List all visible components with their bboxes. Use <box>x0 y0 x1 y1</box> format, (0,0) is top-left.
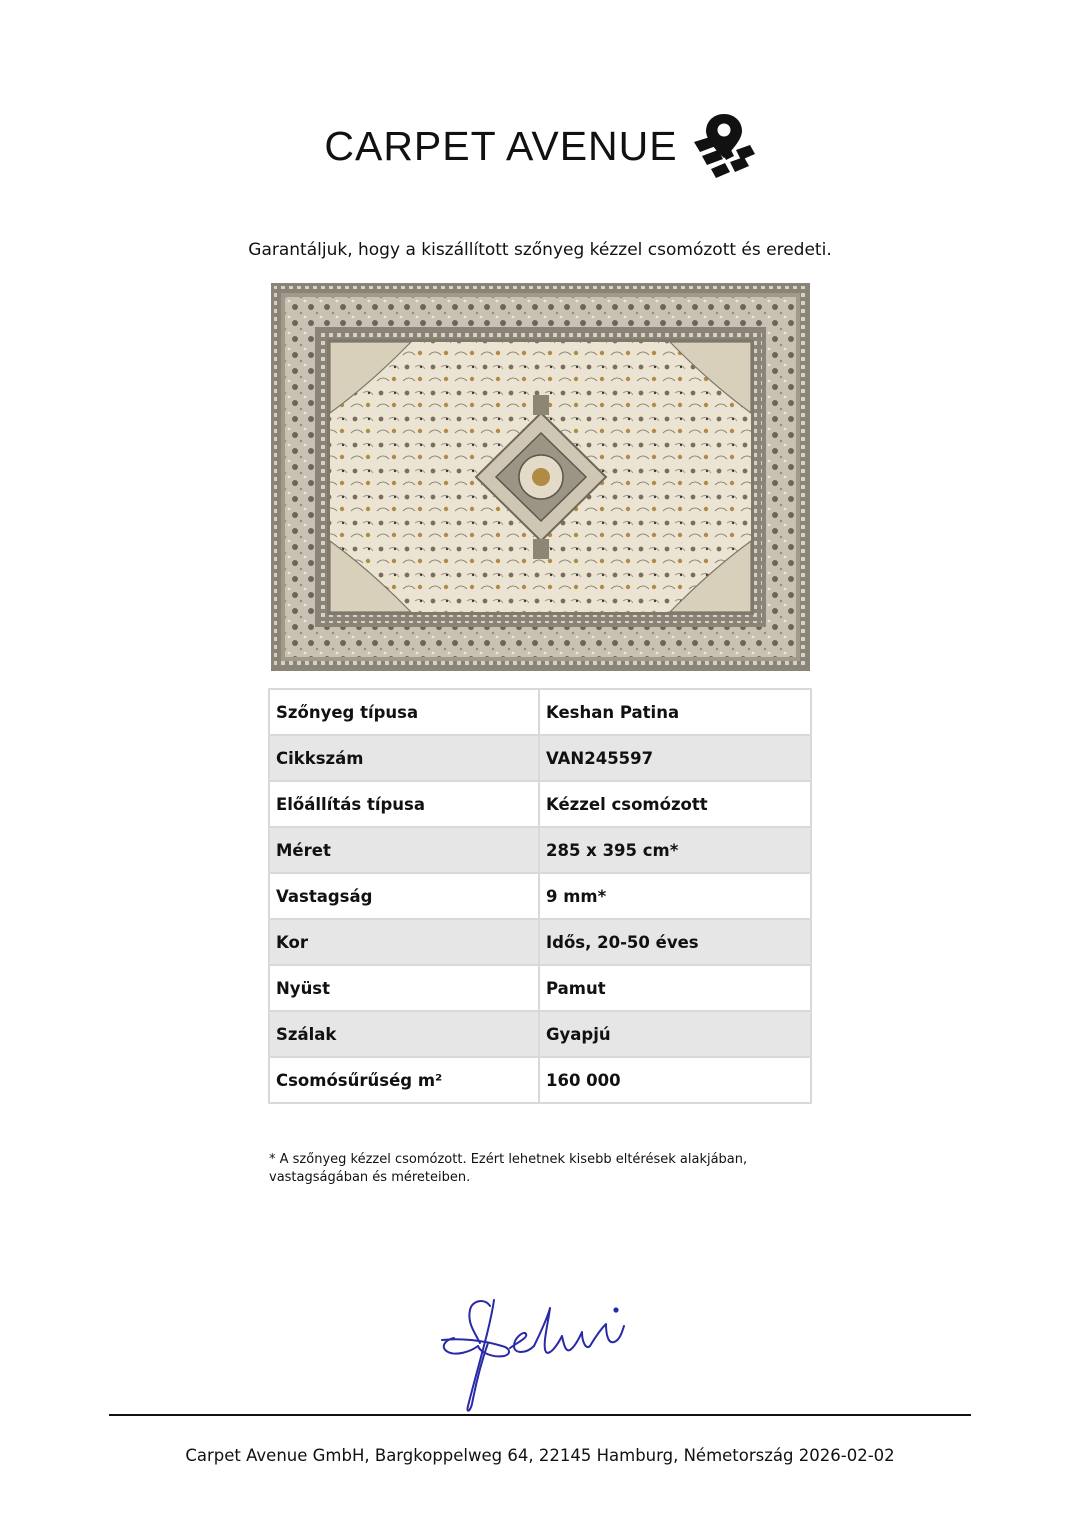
footer-address: Carpet Avenue GmbH, Bargkoppelweg 64, 22145 Hamburg, Németország <box>185 1446 794 1465</box>
table-row <box>269 827 811 873</box>
table-row <box>269 873 811 919</box>
spec-value: 285 x 395 cm* <box>539 827 811 873</box>
table-row <box>269 919 811 965</box>
footer <box>0 1446 1080 1465</box>
footer-date: 2026-02-02 <box>798 1446 895 1465</box>
table-row <box>269 689 811 735</box>
spec-label: Szőnyeg típusa <box>269 689 539 735</box>
specs-table <box>268 688 812 1104</box>
table-row <box>269 1011 811 1057</box>
rug-image <box>271 283 810 671</box>
signature <box>430 1288 650 1418</box>
spec-label: Szálak <box>269 1011 539 1057</box>
map-pin-icon <box>692 112 756 180</box>
spec-label: Kor <box>269 919 539 965</box>
spec-value: Keshan Patina <box>539 689 811 735</box>
table-row <box>269 735 811 781</box>
spec-value: Pamut <box>539 965 811 1011</box>
spec-value: Gyapjú <box>539 1011 811 1057</box>
note-line: * A szőnyeg kézzel csomózott. Ezért lehetnek kisebb eltérések alakjában, <box>269 1152 748 1167</box>
table-row <box>269 965 811 1011</box>
guarantee-text: Garantáljuk, hogy a kiszállított szőnyeg kézzel csomózott és eredeti. <box>248 240 832 260</box>
spec-value: 160 000 <box>539 1057 811 1103</box>
table-row <box>269 781 811 827</box>
spec-label: Méret <box>269 827 539 873</box>
spec-label: Nyüst <box>269 965 539 1011</box>
spec-value: 9 mm* <box>539 873 811 919</box>
spec-label: Vastagság <box>269 873 539 919</box>
brand-name: CARPET AVENUE <box>324 122 678 169</box>
brand-logo <box>0 112 1080 180</box>
disclaimer-note <box>269 1151 814 1187</box>
note-line: vastagságában és méreteiben. <box>269 1170 471 1185</box>
spec-value: Idős, 20-50 éves <box>539 919 811 965</box>
spec-label: Cikkszám <box>269 735 539 781</box>
spec-value: Kézzel csomózott <box>539 781 811 827</box>
spec-value: VAN245597 <box>539 735 811 781</box>
spec-label: Csomósűrűség m² <box>269 1057 539 1103</box>
table-row <box>269 1057 811 1103</box>
spec-label: Előállítás típusa <box>269 781 539 827</box>
footer-divider <box>109 1414 971 1416</box>
